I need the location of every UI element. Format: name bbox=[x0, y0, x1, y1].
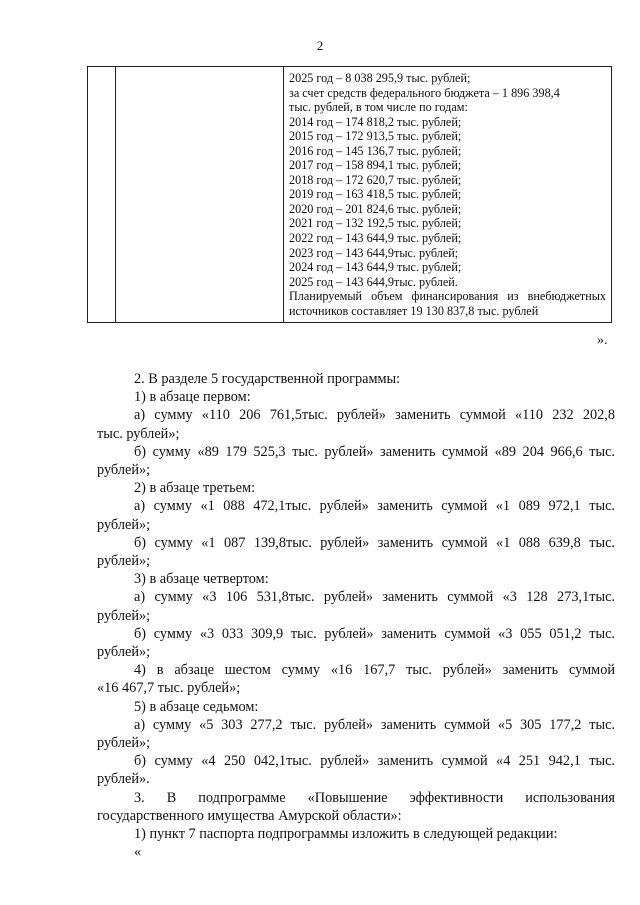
paragraph: « bbox=[134, 844, 142, 861]
paragraph: рублей»; bbox=[97, 516, 151, 533]
financing-line: за счет средств федерального бюджета – 1 896 398,4 bbox=[289, 85, 560, 100]
financing-line: 2018 год – 172 620,7 тыс. рублей; bbox=[289, 172, 462, 187]
paragraph: рублей»; bbox=[97, 553, 151, 570]
paragraph: рублей»; bbox=[97, 735, 151, 752]
document-body bbox=[97, 370, 615, 861]
paragraph: рублей»; bbox=[97, 607, 151, 624]
financing-line: 2020 год – 201 824,6 тыс. рублей; bbox=[289, 201, 462, 216]
table-row bbox=[88, 67, 612, 323]
paragraph: 1) в абзаце первом: bbox=[134, 389, 251, 406]
paragraph: рублей»; bbox=[97, 462, 151, 479]
financing-line: Планируемый объем финансирования из внебюджетных bbox=[289, 289, 606, 304]
paragraph: 1) пункт 7 паспорта подпрограммы изложить в следующей редакции: bbox=[134, 826, 558, 843]
financing-line: 2019 год – 163 418,5 тыс. рублей; bbox=[289, 187, 462, 202]
paragraph: б) сумму «1 087 139,8тыс. рублей» заменить суммой «1 088 639,8 тыс. bbox=[134, 534, 615, 551]
paragraph: рублей»; bbox=[97, 644, 151, 661]
financing-line: тыс. рублей, в том числе по годам: bbox=[289, 100, 468, 115]
paragraph: 4) в абзаце шестом сумму «16 167,7 тыс. рублей» заменить суммой bbox=[134, 662, 615, 679]
financing-line: источников составляет 19 130 837,8 тыс. рублей bbox=[289, 303, 539, 318]
table-cell-financing bbox=[284, 67, 612, 323]
financing-line: 2025 год – 143 644,9тыс. рублей. bbox=[289, 274, 458, 289]
financing-line: 2023 год – 143 644,9тыс. рублей; bbox=[289, 245, 459, 260]
paragraph: 2) в абзаце третьем: bbox=[134, 480, 256, 497]
paragraph: б) сумму «4 250 042,1тыс. рублей» заменить суммой «4 251 942,1 тыс. bbox=[134, 753, 615, 770]
paragraph: а) сумму «3 106 531,8тыс. рублей» заменить суммой «3 128 273,1тыс. bbox=[134, 589, 615, 606]
paragraph: а) сумму «5 303 277,2 тыс. рублей» заменить суммой «5 305 177,2 тыс. bbox=[134, 716, 615, 733]
paragraph: государственного имущества Амурской области»: bbox=[97, 807, 402, 824]
paragraph: б) сумму «3 033 309,9 тыс. рублей» заменить суммой «3 055 051,2 тыс. bbox=[134, 625, 615, 642]
paragraph: 3) в абзаце четвертом: bbox=[134, 571, 269, 588]
table-cell-heading bbox=[116, 67, 284, 323]
paragraph: 5) в абзаце седьмом: bbox=[134, 698, 259, 715]
paragraph: «16 467,7 тыс. рублей»; bbox=[97, 680, 241, 697]
financing-line: 2025 год – 8 038 295,9 тыс. рублей; bbox=[289, 71, 471, 85]
financing-line: 2017 год – 158 894,1 тыс. рублей; bbox=[289, 158, 462, 173]
passport-table-fragment bbox=[87, 66, 612, 323]
paragraph: 2. В разделе 5 государственной программы: bbox=[134, 371, 401, 387]
paragraph: б) сумму «89 179 525,3 тыс. рублей» заменить суммой «89 204 966,6 тыс. bbox=[134, 443, 615, 460]
paragraph: 3. В подпрограмме «Повышение эффективности использования bbox=[134, 789, 615, 806]
closing-quote: ». bbox=[597, 333, 608, 348]
financing-line: 2016 год – 145 136,7 тыс. рублей; bbox=[289, 143, 462, 158]
financing-line: 2022 год – 143 644,9 тыс. рублей; bbox=[289, 231, 462, 246]
paragraph: рублей». bbox=[97, 771, 150, 788]
financing-line: 2014 год – 174 818,2 тыс. рублей; bbox=[289, 114, 462, 129]
paragraph: а) сумму «110 206 761,5тыс. рублей» заменить суммой «110 232 202,8 bbox=[134, 407, 615, 424]
page-number: 2 bbox=[316, 38, 324, 53]
financing-line: 2015 год – 172 913,5 тыс. рублей; bbox=[289, 129, 462, 144]
paragraph: тыс. рублей»; bbox=[97, 425, 180, 442]
financing-line: 2021 год – 132 192,5 тыс. рублей; bbox=[289, 216, 462, 231]
paragraph: а) сумму «1 088 472,1тыс. рублей» заменить суммой «1 089 972,1 тыс. bbox=[134, 498, 615, 515]
financing-line: 2024 год – 143 644,9 тыс. рублей; bbox=[289, 260, 462, 275]
table-cell-number bbox=[88, 67, 116, 323]
